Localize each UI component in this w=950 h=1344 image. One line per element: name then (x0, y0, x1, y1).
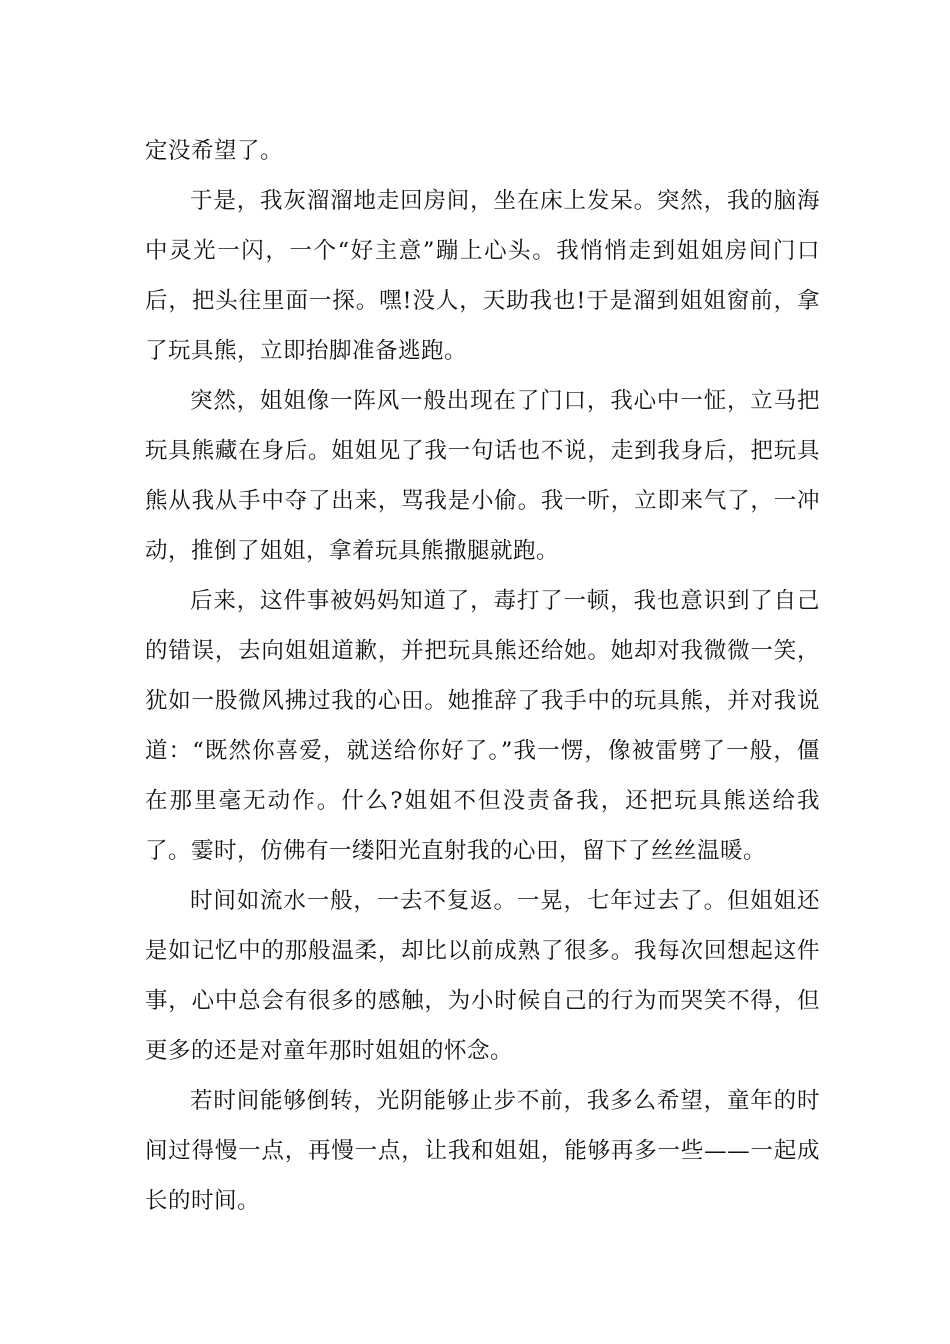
paragraph: 时间如流水一般，一去不复返。一晃，七年过去了。但姐姐还是如记忆中的那般温柔，却比以前成熟了很多。我每次回想起这件事，心中总会有很多的感触，为小时候自己的行为而哭笑不得，但更多的还是对童年那时姐姐的怀念。 (145, 888, 820, 1064)
paragraph: 突然，姐姐像一阵风一般出现在了门口，我心中一怔，立马把玩具熊藏在身后。姐姐见了我一句话也不说，走到我身后，把玩具熊从我从手中夺了出来，骂我是小偷。我一听，立即来气了，一冲动，推倒了姐姐，拿着玩具熊撒腿就跑。 (145, 388, 820, 564)
paragraph: 后来，这件事被妈妈知道了，毒打了一顿，我也意识到了自己的错误，去向姐姐道歉，并把玩具熊还给她。她却对我微微一笑，犹如一股微风拂过我的心田。她推辞了我手中的玩具熊，并对我说道：“既然你喜爱，就送给你好了。”我一愣，像被雷劈了一般，僵在那里毫无动作。什么?姐姐不但没责备我，还把玩具熊送给我了。霎时，仿佛有一缕阳光直射我的心田，留下了丝丝温暖。 (145, 588, 820, 864)
paragraph: 于是，我灰溜溜地走回房间，坐在床上发呆。突然，我的脑海中灵光一闪，一个“好主意”蹦上心头。我悄悄走到姐姐房间门口后，把头往里面一探。嘿!没人，天助我也!于是溜到姐姐窗前，拿了玩具熊，立即抬脚准备逃跑。 (145, 188, 820, 364)
paragraph-continuation: 定没希望了。 (145, 138, 284, 164)
paragraph: 若时间能够倒转，光阴能够止步不前，我多么希望，童年的时间过得慢一点，再慢一点，让我和姐姐，能够再多一些——一起成长的时间。 (145, 1088, 820, 1214)
article-body (145, 126, 820, 1226)
